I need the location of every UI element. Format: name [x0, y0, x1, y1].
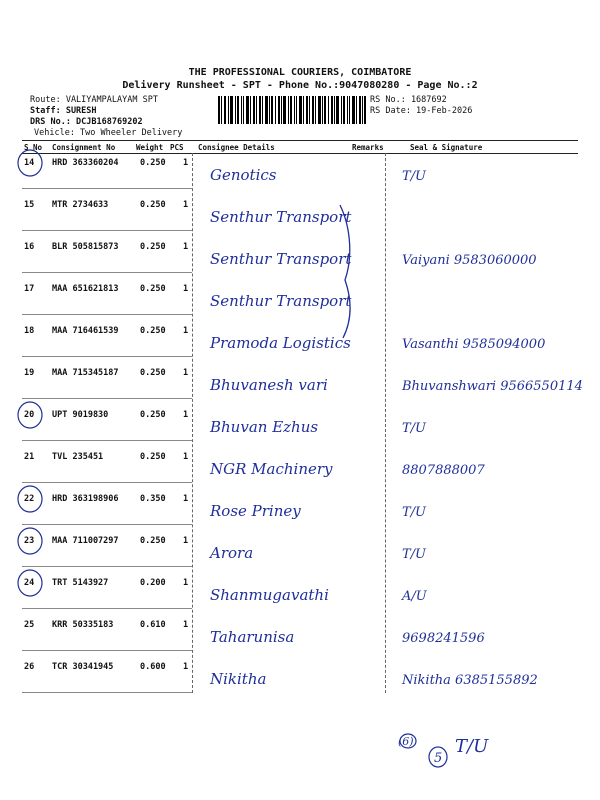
row-sno: 16: [24, 242, 35, 252]
barcode-image: [218, 96, 366, 124]
row-weight: 0.250: [140, 284, 166, 294]
row-weight: 0.250: [140, 158, 166, 168]
row-weight: 0.250: [140, 410, 166, 420]
row-pcs: 1: [183, 494, 189, 504]
handwritten-consignee: Taharunisa: [210, 628, 295, 646]
row-sno: 26: [24, 662, 35, 672]
company-title: THE PROFESSIONAL COURIERS, COIMBATORE: [188, 67, 412, 78]
row-weight: 0.200: [140, 578, 166, 588]
row-pcs: 1: [183, 410, 189, 420]
handwritten-signature: T/U: [402, 547, 427, 562]
header-rule-bottom: [22, 153, 578, 154]
handwritten-signature: Vasanthi 9585094000: [402, 337, 546, 352]
handwritten-signature: Nikitha 6385155892: [402, 673, 538, 688]
count-note-b: 5: [434, 751, 443, 766]
handwritten-consignee: Shanmugavathi: [210, 586, 329, 604]
row-pcs: 1: [183, 368, 189, 378]
row-weight: 0.610: [140, 620, 166, 630]
total-note: T/U: [455, 736, 489, 757]
route-label: Route: VALIYAMPALAYAM SPT: [30, 95, 158, 105]
row-pcs: 1: [183, 662, 189, 672]
row-consignment-no: TCR 30341945: [52, 662, 114, 672]
row-weight: 0.600: [140, 662, 166, 672]
row-consignment-no: KRR 50335183: [52, 620, 114, 630]
count-circle-b: [429, 747, 447, 767]
row-pcs: 1: [183, 200, 189, 210]
row-pcs: 1: [183, 326, 189, 336]
handwritten-signature: T/U: [402, 169, 427, 184]
col-sno: S No: [24, 143, 43, 152]
staff-label: Staff: SURESH: [30, 106, 97, 116]
row-rule: [22, 650, 192, 651]
handwritten-consignee: Nikitha: [210, 670, 267, 688]
row-consignment-no: UPT 9019830: [52, 410, 109, 420]
row-weight: 0.250: [140, 536, 166, 546]
row-sno: 17: [24, 284, 35, 294]
row-pcs: 1: [183, 578, 189, 588]
runsheet-title: Delivery Runsheet - SPT - Phone No.:9047080280 - Page No.:2: [122, 80, 478, 91]
row-sno: 14: [24, 158, 35, 168]
row-sno: 25: [24, 620, 35, 630]
row-consignment-no: MAA 715345187: [52, 368, 119, 378]
handwritten-signature: Vaiyani 9583060000: [402, 253, 537, 268]
row-rule: [22, 398, 192, 399]
handwritten-consignee: Pramoda Logistics: [210, 334, 351, 352]
row-consignment-no: MAA 651621813: [52, 284, 119, 294]
header-rule-top: [22, 140, 578, 141]
row-weight: 0.250: [140, 452, 166, 462]
col-seal: Seal & Signature: [410, 143, 483, 152]
handwritten-consignee: Senthur Transport: [210, 208, 352, 226]
handwritten-consignee: Bhuvan Ezhus: [210, 418, 319, 436]
row-sno: 23: [24, 536, 35, 546]
handwritten-signature: T/U: [402, 421, 427, 436]
row-consignment-no: HRD 363360204: [52, 158, 119, 168]
row-consignment-no: MAA 716461539: [52, 326, 119, 336]
row-rule: [22, 524, 192, 525]
row-pcs: 1: [183, 158, 189, 168]
row-sno: 18: [24, 326, 35, 336]
row-pcs: 1: [183, 284, 189, 294]
col-pcs: PCS: [170, 143, 184, 152]
row-weight: 0.250: [140, 326, 166, 336]
row-rule: [22, 692, 192, 693]
count-note-a: (6): [398, 735, 414, 748]
count-circle-a: [400, 734, 416, 748]
handwritten-consignee: Arora: [210, 544, 254, 562]
row-rule: [22, 440, 192, 441]
drs-number: DRS No.: DCJB168769202: [30, 117, 143, 127]
remarks-divider: [385, 153, 386, 693]
row-rule: [22, 230, 192, 231]
row-pcs: 1: [183, 242, 189, 252]
row-weight: 0.250: [140, 368, 166, 378]
row-sno: 22: [24, 494, 35, 504]
consignee-divider: [192, 153, 193, 693]
row-consignment-no: MAA 711007297: [52, 536, 119, 546]
row-sno: 19: [24, 368, 35, 378]
handwritten-signature: 8807888007: [402, 463, 485, 478]
row-consignment-no: MTR 2734633: [52, 200, 109, 210]
row-consignment-no: TVL 235451: [52, 452, 104, 462]
row-consignment-no: BLR 505815873: [52, 242, 119, 252]
bracket-mark: [340, 205, 350, 338]
row-weight: 0.250: [140, 242, 166, 252]
col-consignment: Consignment No: [52, 143, 116, 152]
handwritten-consignee: Bhuvanesh vari: [210, 376, 328, 394]
handwritten-signature: 9698241596: [402, 631, 485, 646]
handwritten-signature: A/U: [402, 589, 427, 604]
row-rule: [22, 566, 192, 567]
row-rule: [22, 314, 192, 315]
row-sno: 20: [24, 410, 35, 420]
row-sno: 24: [24, 578, 35, 588]
handwritten-signature: Bhuvanshwari 9566550114: [402, 379, 583, 394]
handwritten-consignee: NGR Machinery: [210, 460, 333, 478]
col-weight: Weight: [136, 143, 164, 152]
row-rule: [22, 188, 192, 189]
handwritten-consignee: Rose Priney: [210, 502, 301, 520]
vehicle-label: Vehicle: Two Wheeler Delivery: [34, 128, 183, 138]
row-consignment-no: HRD 363198906: [52, 494, 119, 504]
handwritten-consignee: Senthur Transport: [210, 250, 352, 268]
col-consignee: Consignee Details: [198, 143, 275, 152]
rs-date: RS Date: 19-Feb-2026: [370, 106, 473, 116]
row-rule: [22, 608, 192, 609]
row-rule: [22, 482, 192, 483]
row-pcs: 1: [183, 536, 189, 546]
handwritten-consignee: Genotics: [210, 166, 277, 184]
row-consignment-no: TRT 5143927: [52, 578, 109, 588]
handwritten-signature: T/U: [402, 505, 427, 520]
row-pcs: 1: [183, 452, 189, 462]
row-rule: [22, 272, 192, 273]
handwritten-consignee: Senthur Transport: [210, 292, 352, 310]
rs-number: RS No.: 1687692: [370, 95, 447, 105]
row-pcs: 1: [183, 620, 189, 630]
row-sno: 15: [24, 200, 35, 210]
row-weight: 0.250: [140, 200, 166, 210]
col-remarks: Remarks: [352, 143, 384, 152]
row-rule: [22, 356, 192, 357]
row-sno: 21: [24, 452, 35, 462]
row-weight: 0.350: [140, 494, 166, 504]
